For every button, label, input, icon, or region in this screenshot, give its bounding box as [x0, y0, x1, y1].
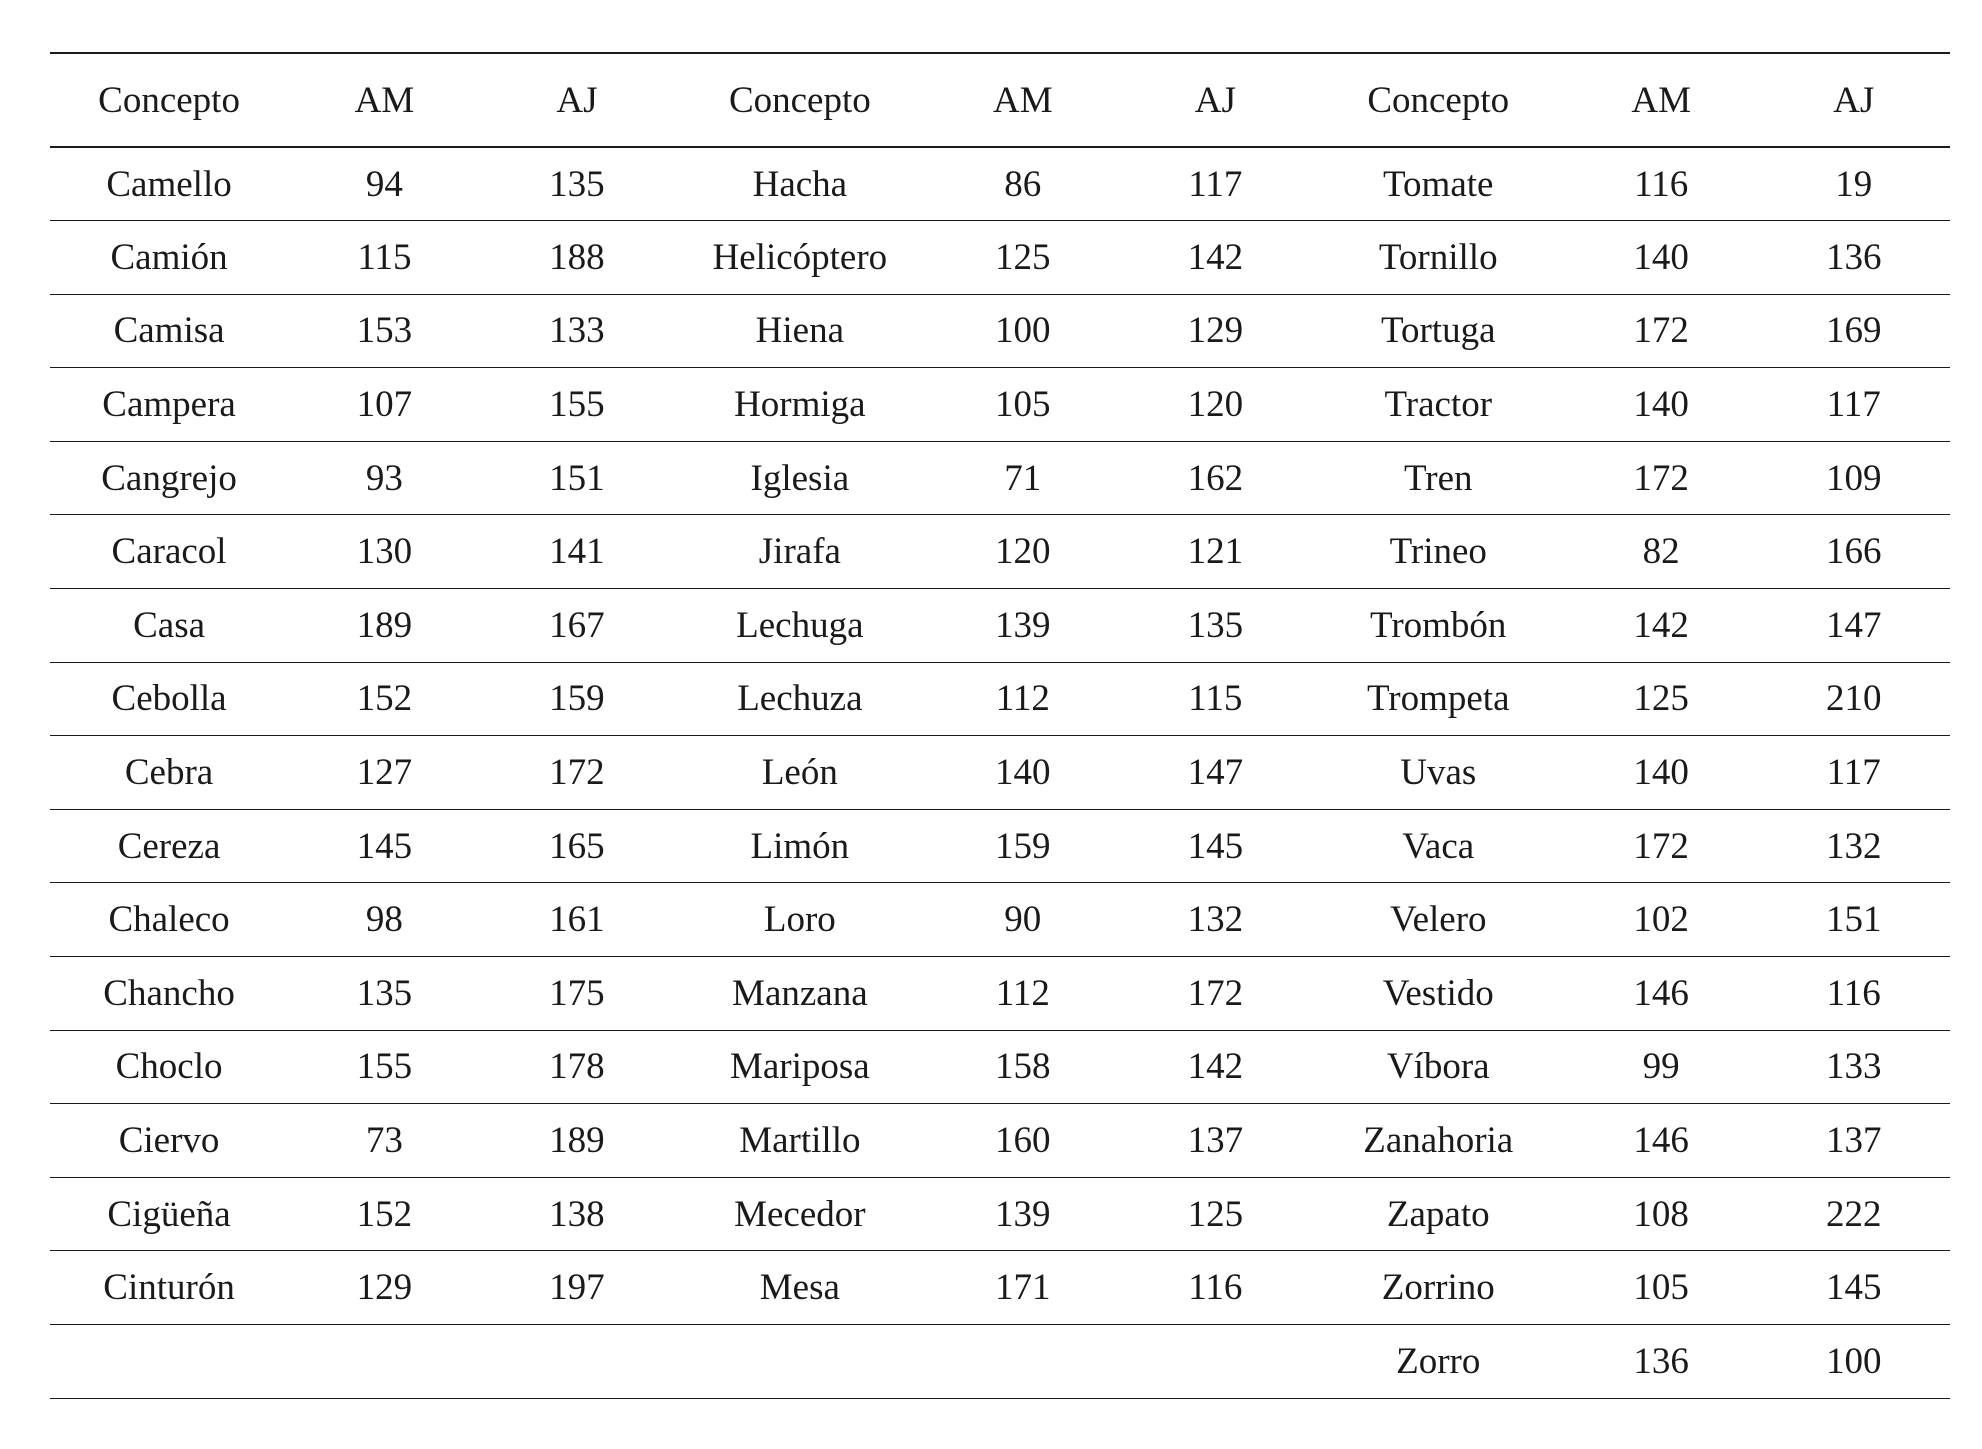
am-cell: 94: [365, 163, 403, 205]
column-header: Concepto: [1367, 79, 1510, 121]
table-row: [50, 221, 1950, 295]
table-row: [50, 1030, 1950, 1104]
am-cell: 105: [1633, 1267, 1689, 1309]
concept-cell: Cereza: [117, 825, 221, 867]
table-row: [50, 736, 1950, 810]
aj-cell: 117: [1188, 163, 1243, 205]
aj-cell: 115: [1188, 678, 1243, 720]
table-row: [50, 662, 1950, 736]
concept-cell: Hiena: [755, 310, 845, 352]
aj-cell: 121: [1187, 531, 1244, 573]
concept-cell: Velero: [1389, 899, 1487, 941]
table-header: [50, 53, 1950, 147]
am-cell: 98: [365, 899, 403, 941]
concept-cell: Caracol: [111, 531, 227, 573]
aj-cell: 147: [1825, 604, 1882, 646]
am-cell: 172: [1633, 310, 1689, 352]
concept-cell: Cinturón: [103, 1267, 235, 1309]
aj-cell: 132: [1187, 899, 1244, 941]
column-header: AJ: [1833, 79, 1875, 121]
am-cell: 146: [1633, 1120, 1689, 1162]
am-cell: 112: [995, 972, 1050, 1014]
am-cell: 115: [357, 236, 412, 278]
table-row: [50, 441, 1950, 515]
concept-cell: Lechuza: [737, 678, 863, 720]
aj-cell: 132: [1825, 825, 1882, 867]
aj-cell: 142: [1187, 236, 1244, 278]
concept-cell: Helicóptero: [712, 236, 888, 278]
concept-cell: Tractor: [1384, 384, 1493, 426]
am-cell: 140: [1633, 236, 1689, 278]
concept-cell: Cangrejo: [101, 457, 237, 499]
concept-cell: Jirafa: [758, 531, 841, 573]
am-cell: 135: [356, 972, 413, 1014]
aj-cell: [481, 1325, 674, 1399]
aj-cell: 116: [1188, 1267, 1243, 1309]
concept-cell: Zorro: [1396, 1340, 1481, 1382]
column-header: AJ: [1194, 79, 1236, 121]
am-cell: 107: [356, 384, 413, 426]
concept-cell: Vestido: [1382, 972, 1494, 1014]
concept-cell: Cebra: [124, 752, 214, 794]
concept-cell: Iglesia: [750, 457, 850, 499]
am-cell: 102: [1633, 899, 1689, 941]
table-row: [50, 368, 1950, 442]
concept-cell: Cebolla: [111, 678, 227, 720]
concept-cell: Mesa: [759, 1267, 840, 1309]
am-cell: 146: [1633, 972, 1689, 1014]
column-header: AM: [354, 79, 415, 121]
am-cell: 158: [995, 1046, 1051, 1088]
aj-cell: 142: [1187, 1046, 1244, 1088]
aj-cell: 161: [549, 899, 605, 941]
concept-cell: Loro: [763, 899, 836, 941]
table-row: [50, 1104, 1950, 1178]
column-header: AJ: [556, 79, 598, 121]
concept-cell: Trompeta: [1366, 678, 1510, 720]
am-cell: 172: [1633, 457, 1689, 499]
am-cell: 127: [356, 752, 413, 794]
am-cell: 152: [356, 678, 413, 720]
table-row: [50, 883, 1950, 957]
concept-cell: [50, 1325, 288, 1399]
am-cell: 93: [365, 457, 403, 499]
concept-cell: Zanahoria: [1363, 1120, 1514, 1162]
aj-cell: 137: [1187, 1120, 1244, 1162]
aj-cell: 125: [1187, 1193, 1244, 1235]
concept-cell: León: [761, 752, 838, 794]
am-cell: 152: [356, 1193, 413, 1235]
concept-cell: Tortuga: [1380, 310, 1496, 352]
aj-cell: 188: [549, 236, 605, 278]
concept-cell: Chancho: [103, 972, 235, 1014]
aj-cell: 19: [1835, 163, 1873, 205]
concept-cell: Lechuga: [736, 604, 864, 646]
aj-cell: 169: [1825, 310, 1882, 352]
concept-cell: Mecedor: [734, 1193, 866, 1235]
table-row: [50, 515, 1950, 589]
concept-cell: Zapato: [1386, 1193, 1490, 1235]
am-cell: [927, 1325, 1120, 1399]
aj-cell: 116: [1826, 972, 1881, 1014]
column-header: Concepto: [728, 79, 871, 121]
table-row: [50, 294, 1950, 368]
aj-cell: 133: [1825, 1046, 1882, 1088]
am-cell: 125: [995, 236, 1051, 278]
am-cell: 73: [365, 1120, 403, 1162]
table-row: [50, 1251, 1950, 1325]
aj-cell: [1119, 1325, 1312, 1399]
am-cell: 155: [356, 1046, 413, 1088]
aj-cell: 136: [1825, 236, 1882, 278]
aj-cell: 210: [1825, 678, 1882, 720]
aj-cell: 172: [1187, 972, 1244, 1014]
concept-cell: Manzana: [732, 972, 868, 1014]
concept-cell: Choclo: [115, 1046, 223, 1088]
aj-cell: 109: [1825, 457, 1882, 499]
column-header: AM: [1631, 79, 1691, 121]
aj-cell: 138: [549, 1193, 605, 1235]
concept-cell: Martillo: [739, 1120, 861, 1162]
table-row: [50, 957, 1950, 1031]
am-cell: 130: [356, 531, 413, 573]
column-header: AM: [992, 79, 1053, 121]
am-cell: 136: [1633, 1340, 1689, 1382]
am-cell: 140: [1633, 752, 1689, 794]
aj-cell: 172: [549, 752, 605, 794]
concept-cell: Campera: [102, 384, 236, 426]
aj-cell: 135: [1187, 604, 1244, 646]
aj-cell: 117: [1826, 384, 1881, 426]
aj-cell: 167: [549, 604, 605, 646]
am-cell: 139: [995, 1193, 1051, 1235]
am-cell: 120: [995, 531, 1051, 573]
aj-cell: 129: [1187, 310, 1244, 352]
aj-cell: 145: [1187, 825, 1244, 867]
am-cell: 90: [1004, 899, 1042, 941]
am-cell: 100: [995, 310, 1051, 352]
aj-cell: 222: [1825, 1193, 1882, 1235]
aj-cell: 133: [549, 310, 605, 352]
concept-cell: Uvas: [1400, 752, 1477, 794]
aj-cell: 137: [1825, 1120, 1882, 1162]
am-cell: 105: [995, 384, 1051, 426]
aj-cell: 159: [549, 678, 605, 720]
aj-cell: 145: [1825, 1267, 1882, 1309]
concept-cell: Tomate: [1383, 163, 1494, 205]
concept-cell: Trombón: [1370, 604, 1507, 646]
am-cell: 139: [995, 604, 1051, 646]
am-cell: 140: [995, 752, 1051, 794]
am-cell: 159: [995, 825, 1051, 867]
am-cell: 86: [1004, 163, 1042, 205]
aj-cell: 135: [549, 163, 605, 205]
concept-cell: Limón: [750, 825, 850, 867]
am-cell: 172: [1633, 825, 1689, 867]
am-cell: 112: [995, 678, 1050, 720]
aj-cell: 151: [549, 457, 605, 499]
concept-cell: Mariposa: [729, 1046, 870, 1088]
am-cell: [288, 1325, 481, 1399]
table-row: [50, 809, 1950, 883]
am-cell: 108: [1633, 1193, 1689, 1235]
am-cell: 171: [995, 1267, 1051, 1309]
aj-cell: 162: [1187, 457, 1244, 499]
concept-cell: [673, 1325, 926, 1399]
am-cell: 82: [1642, 531, 1680, 573]
am-cell: 125: [1633, 678, 1689, 720]
column-header: Concepto: [98, 79, 240, 121]
table-row: [50, 589, 1950, 663]
header-row: [50, 53, 1950, 147]
aj-cell: 178: [549, 1046, 605, 1088]
am-cell: 71: [1004, 457, 1042, 499]
am-cell: 129: [356, 1267, 413, 1309]
concept-cell: Víbora: [1386, 1046, 1490, 1088]
table-row: [50, 147, 1950, 221]
aj-cell: 165: [549, 825, 605, 867]
aj-cell: 120: [1187, 384, 1244, 426]
concept-cell: Chaleco: [108, 899, 230, 941]
am-cell: 142: [1633, 604, 1689, 646]
concept-cell: Cigüeña: [107, 1193, 231, 1235]
aj-cell: 147: [1187, 752, 1244, 794]
am-cell: 145: [356, 825, 413, 867]
concept-cell: Camisa: [113, 310, 225, 352]
am-cell: 153: [356, 310, 413, 352]
am-cell: 99: [1642, 1046, 1680, 1088]
aj-cell: 117: [1826, 752, 1881, 794]
aj-cell: 166: [1825, 531, 1882, 573]
aj-cell: 100: [1825, 1340, 1882, 1382]
concept-cell: Camión: [110, 236, 228, 278]
concept-cell: Hormiga: [734, 384, 866, 426]
table-body: [50, 147, 1950, 1398]
table-row: [50, 1177, 1950, 1251]
concept-cell: Vaca: [1402, 825, 1475, 867]
aj-cell: 155: [549, 384, 605, 426]
am-cell: 140: [1633, 384, 1689, 426]
concept-cell: Hacha: [752, 163, 848, 205]
concept-cell: Tren: [1403, 457, 1473, 499]
concept-cell: Camello: [106, 163, 232, 205]
concept-norms-table: [50, 52, 1950, 1399]
concept-cell: Trineo: [1389, 531, 1487, 573]
table-row: [50, 1325, 1950, 1399]
concept-cell: Ciervo: [118, 1120, 220, 1162]
concept-cell: Casa: [133, 604, 206, 646]
aj-cell: 189: [549, 1120, 605, 1162]
am-cell: 189: [356, 604, 413, 646]
aj-cell: 141: [549, 531, 605, 573]
am-cell: 160: [995, 1120, 1051, 1162]
aj-cell: 197: [549, 1267, 605, 1309]
concept-cell: Tornillo: [1378, 236, 1498, 278]
concept-cell: Zorrino: [1381, 1267, 1495, 1309]
aj-cell: 151: [1825, 899, 1882, 941]
am-cell: 116: [1634, 163, 1689, 205]
aj-cell: 175: [549, 972, 605, 1014]
